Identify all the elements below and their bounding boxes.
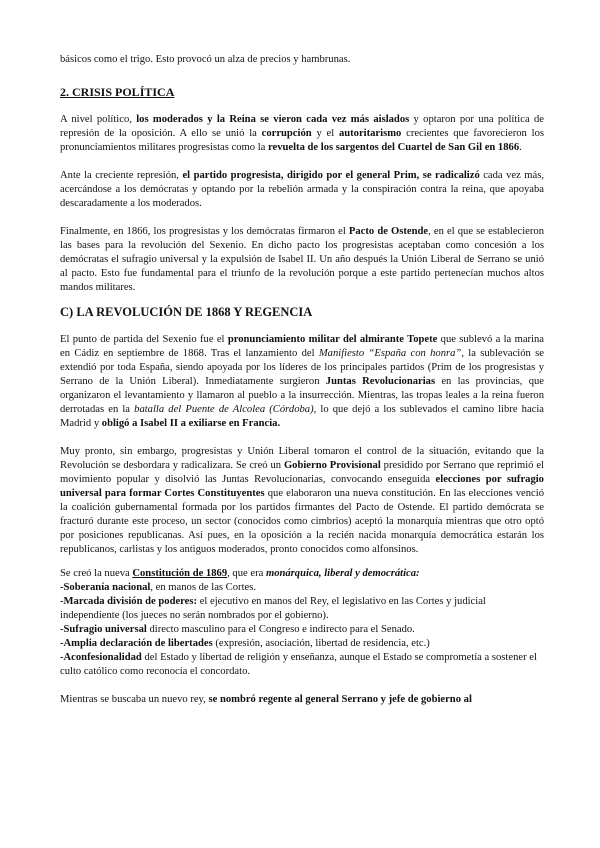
- paragraph-gobierno-provisional: Muy pronto, sin embargo, progresistas y Unión Liberal tomaron el control de la situación, evitando que la Revolución se desbordara y radicalizara. Se creó un Gobierno Provisional presidido por Serrano que reprimió el movimiento popular y disolvió las Juntas Revolucionarias, convocando enseguida elecciones por sufragio universal para formar Cortes Constituyentes que elaboraron una nueva constitución. En las elecciones venció la coalición gubernamental formada por los partidos firmantes del Pacto de Ostende. El partido demócrata se fracturó durante este proceso, un sector (conocidos como cimbrios) aceptó la monarquía mientras que otro optó por posiciones republicanas. Así pues, en la oposición a la recién nacida monarquía democrática estarán los republicanos, carlistas y los antiguos moderados, pronto conocidos como alfonsinos.: [60, 446, 544, 555]
- document-page: [60, 53, 544, 707]
- paragraph-pacto-ostende: Finalmente, en 1866, los progresistas y los demócratas firmaron el Pacto de Ostende, en el que se establecieron las bases para la revolución del Sexenio. En dicho pacto los progresistas aceptaban como concesión a los demócratas el sufragio universal y la expulsión de Isabel II. Un año después la Unión Liberal de Serrano se unió al pacto. Esto fue fundamental para el triunfo de la revolución porque a este partido pertenecían muchos altos mandos militares.: [60, 226, 544, 293]
- paragraph-intro: básicos como el trigo. Esto provocó un alza de precios y hambrunas.: [60, 54, 351, 65]
- list-item: -Marcada división de poderes: el ejecutivo en manos del Rey, el legislativo en las Cortes y judicial independiente (los jueces no serán nombrados por el gobierno).: [60, 596, 486, 621]
- heading-crisis-politica: 2. CRISIS POLÍTICA: [60, 85, 175, 99]
- paragraph-constitucion: Se creó la nueva Constitución de 1869, que era monárquica, liberal y democrática:: [60, 568, 420, 579]
- paragraph-politica: A nivel político, los moderados y la Reina se vieron cada vez más aislados y optaron por una política de represión de la oposición. A ello se unió la corrupción y el autoritarismo crecientes que favorecieron los pronunciamientos militares progresistas como la revuelta de los sargentos del Cuartel de San Gil en 1866.: [60, 114, 544, 153]
- paragraph-represion: Ante la creciente represión, el partido progresista, dirigido por el general Prim, se radicalizó cada vez más, acercándose a los demócratas y optando por la rebelión armada y la conspiración contra la reina, que apoyaba descaradamente a los moderados.: [60, 170, 545, 209]
- constitution-features-list: [60, 581, 544, 679]
- paragraph-regencia: Mientras se buscaba un nuevo rey, se nombró regente al general Serrano y jefe de gobierno al: [60, 694, 472, 705]
- list-item: -Aconfesionalidad del Estado y libertad de religión y enseñanza, aunque el Estado se comprometía a sostener el culto católico como reconocía el concordato.: [60, 652, 537, 677]
- list-item: -Soberanía nacional, en manos de las Cortes.: [60, 582, 256, 593]
- list-item: -Amplia declaración de libertades (expresión, asociación, libertad de residencia, etc.): [60, 638, 430, 649]
- paragraph-sexenio: El punto de partida del Sexenio fue el pronunciamiento militar del almirante Topete que sublevó a la marina en Cádiz en septiembre de 1868. Tras el lanzamiento del Manifiesto “España con honra”, la sublevación se extendió por toda España, siendo apoyada por los líderes de los principales partidos (Prim de los progresistas y Serrano de la Unión Liberal). Inmediatamente surgieron Juntas Revolucionarias en las provincias, que organizaron el levantamiento y llamaron al pueblo a la insurrección. Mientras, las tropas leales a la reina fueron derrotadas en la batalla del Puente de Alcolea (Córdoba), lo que dejó a los sublevados el camino libre hacia Madrid y obligó a Isabel II a exiliarse en Francia.: [60, 334, 545, 429]
- list-item: -Sufragio universal directo masculino para el Congreso e indirecto para el Senado.: [60, 624, 415, 635]
- heading-revolucion-1868: C) LA REVOLUCIÓN DE 1868 Y REGENCIA: [60, 305, 313, 319]
